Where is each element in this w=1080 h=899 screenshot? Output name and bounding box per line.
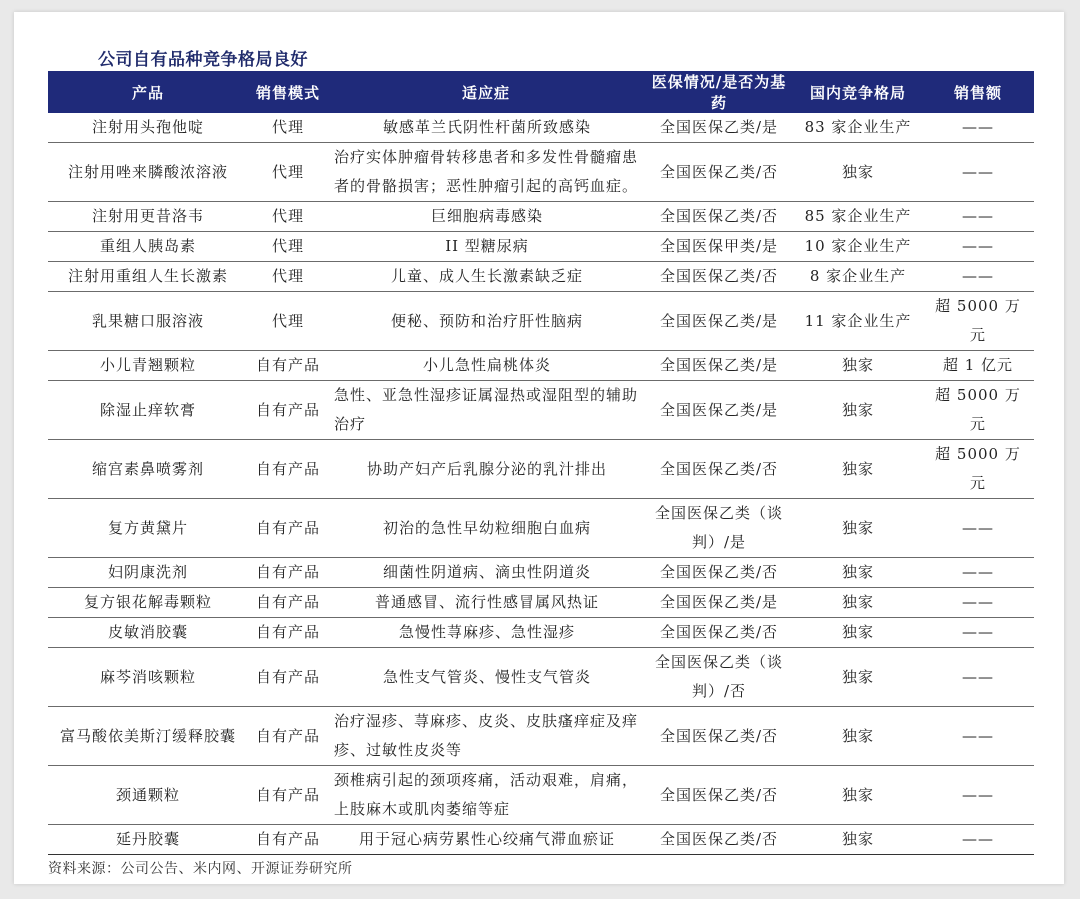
cell-sales-mode: 自有产品: [248, 351, 328, 381]
cell-competition: 8 家企业生产: [794, 262, 922, 292]
cell-product: 复方黄黛片: [48, 499, 248, 558]
table-row: [48, 262, 1034, 292]
cell-indication: 初治的急性早幼粒细胞白血病: [328, 499, 644, 558]
cell-sales: ——: [922, 232, 1034, 262]
cell-insurance: 全国医保乙类/否: [644, 618, 794, 648]
cell-insurance: 全国医保乙类/否: [644, 262, 794, 292]
cell-sales: ——: [922, 202, 1034, 232]
cell-sales: ——: [922, 588, 1034, 618]
cell-sales-mode: 代理: [248, 143, 328, 202]
table-header-row: [48, 71, 1034, 113]
cell-product: 麻芩消咳颗粒: [48, 648, 248, 707]
source-note: 资料来源：公司公告、米内网、开源证券研究所: [48, 861, 353, 877]
cell-insurance: 全国医保乙类/是: [644, 351, 794, 381]
table-row: [48, 588, 1034, 618]
cell-sales: ——: [922, 262, 1034, 292]
table-row: [48, 440, 1034, 499]
cell-sales-mode: 自有产品: [248, 707, 328, 766]
cell-sales-mode: 自有产品: [248, 825, 328, 855]
cell-competition: 独家: [794, 381, 922, 440]
header-sales: 销售额: [922, 71, 1034, 113]
cell-competition: 85 家企业生产: [794, 202, 922, 232]
cell-insurance: 全国医保乙类/否: [644, 766, 794, 825]
cell-insurance: 全国医保乙类/否: [644, 825, 794, 855]
cell-insurance: 全国医保甲类/是: [644, 232, 794, 262]
cell-product: 乳果糖口服溶液: [48, 292, 248, 351]
cell-competition: 独家: [794, 766, 922, 825]
cell-product: 注射用重组人生长激素: [48, 262, 248, 292]
cell-sales: ——: [922, 558, 1034, 588]
cell-product: 重组人胰岛素: [48, 232, 248, 262]
table-row: [48, 618, 1034, 648]
cell-product: 复方银花解毒颗粒: [48, 588, 248, 618]
cell-sales: 超 5000 万元: [922, 381, 1034, 440]
table-row: [48, 648, 1034, 707]
cell-sales: ——: [922, 648, 1034, 707]
competition-table: [48, 71, 1034, 855]
table-row: [48, 202, 1034, 232]
cell-indication: 治疗实体肿瘤骨转移患者和多发性骨髓瘤患者的骨骼损害；恶性肿瘤引起的高钙血症。: [328, 143, 644, 202]
cell-competition: 83 家企业生产: [794, 113, 922, 143]
cell-competition: 独家: [794, 143, 922, 202]
cell-sales-mode: 代理: [248, 292, 328, 351]
cell-sales-mode: 自有产品: [248, 558, 328, 588]
cell-sales: 超 1 亿元: [922, 351, 1034, 381]
table-title: 公司自有品种竞争格局良好: [98, 50, 308, 70]
cell-indication: 细菌性阴道病、滴虫性阴道炎: [328, 558, 644, 588]
cell-insurance: 全国医保乙类/否: [644, 202, 794, 232]
cell-sales: ——: [922, 143, 1034, 202]
table-row: [48, 499, 1034, 558]
cell-sales-mode: 代理: [248, 232, 328, 262]
cell-competition: 11 家企业生产: [794, 292, 922, 351]
cell-sales: ——: [922, 618, 1034, 648]
cell-sales: ——: [922, 707, 1034, 766]
table-row: [48, 381, 1034, 440]
cell-sales-mode: 自有产品: [248, 766, 328, 825]
cell-indication: 用于冠心病劳累性心绞痛气滞血瘀证: [328, 825, 644, 855]
cell-sales-mode: 自有产品: [248, 440, 328, 499]
cell-sales: ——: [922, 825, 1034, 855]
table-row: [48, 292, 1034, 351]
header-product: 产品: [48, 71, 248, 113]
cell-insurance: 全国医保乙类/否: [644, 440, 794, 499]
table-row: [48, 143, 1034, 202]
cell-sales: ——: [922, 113, 1034, 143]
header-competition: 国内竞争格局: [794, 71, 922, 113]
table-row: [48, 558, 1034, 588]
cell-competition: 独家: [794, 499, 922, 558]
cell-sales-mode: 自有产品: [248, 648, 328, 707]
cell-sales: 超 5000 万元: [922, 440, 1034, 499]
cell-indication: 急性支气管炎、慢性支气管炎: [328, 648, 644, 707]
cell-product: 注射用头孢他啶: [48, 113, 248, 143]
header-indication: 适应症: [328, 71, 644, 113]
cell-sales-mode: 代理: [248, 262, 328, 292]
cell-insurance: 全国医保乙类/是: [644, 113, 794, 143]
cell-product: 注射用唑来膦酸浓溶液: [48, 143, 248, 202]
cell-insurance: 全国医保乙类（谈判）/是: [644, 499, 794, 558]
cell-product: 缩宫素鼻喷雾剂: [48, 440, 248, 499]
cell-sales-mode: 自有产品: [248, 499, 328, 558]
cell-product: 小儿青翘颗粒: [48, 351, 248, 381]
cell-indication: 治疗湿疹、荨麻疹、皮炎、皮肤瘙痒症及痒疹、过敏性皮炎等: [328, 707, 644, 766]
cell-competition: 独家: [794, 440, 922, 499]
cell-competition: 独家: [794, 825, 922, 855]
header-insurance: 医保情况/是否为基药: [644, 71, 794, 113]
cell-sales: 超 5000 万元: [922, 292, 1034, 351]
cell-insurance: 全国医保乙类/是: [644, 381, 794, 440]
cell-indication: 巨细胞病毒感染: [328, 202, 644, 232]
cell-sales-mode: 代理: [248, 202, 328, 232]
cell-indication: 普通感冒、流行性感冒属风热证: [328, 588, 644, 618]
cell-competition: 独家: [794, 707, 922, 766]
cell-insurance: 全国医保乙类/否: [644, 707, 794, 766]
cell-sales-mode: 自有产品: [248, 588, 328, 618]
document-page: [14, 12, 1064, 884]
table-row: [48, 707, 1034, 766]
table-row: [48, 766, 1034, 825]
cell-competition: 独家: [794, 588, 922, 618]
cell-insurance: 全国医保乙类/是: [644, 588, 794, 618]
cell-indication: 敏感革兰氏阴性杆菌所致感染: [328, 113, 644, 143]
cell-product: 妇阴康洗剂: [48, 558, 248, 588]
cell-insurance: 全国医保乙类/否: [644, 558, 794, 588]
cell-indication: 小儿急性扁桃体炎: [328, 351, 644, 381]
cell-indication: 儿童、成人生长激素缺乏症: [328, 262, 644, 292]
cell-indication: 急性、亚急性湿疹证属湿热或湿阻型的辅助治疗: [328, 381, 644, 440]
table-row: [48, 113, 1034, 143]
cell-competition: 独家: [794, 618, 922, 648]
header-sales-mode: 销售模式: [248, 71, 328, 113]
cell-product: 富马酸依美斯汀缓释胶囊: [48, 707, 248, 766]
cell-competition: 10 家企业生产: [794, 232, 922, 262]
cell-indication: 便秘、预防和治疗肝性脑病: [328, 292, 644, 351]
cell-insurance: 全国医保乙类/是: [644, 292, 794, 351]
cell-sales: ——: [922, 766, 1034, 825]
cell-indication: II 型糖尿病: [328, 232, 644, 262]
cell-sales: ——: [922, 499, 1034, 558]
cell-product: 皮敏消胶囊: [48, 618, 248, 648]
cell-competition: 独家: [794, 351, 922, 381]
cell-sales-mode: 代理: [248, 113, 328, 143]
table-row: [48, 232, 1034, 262]
cell-insurance: 全国医保乙类/否: [644, 143, 794, 202]
cell-competition: 独家: [794, 648, 922, 707]
table-row: [48, 351, 1034, 381]
cell-indication: 协助产妇产后乳腺分泌的乳汁排出: [328, 440, 644, 499]
cell-sales-mode: 自有产品: [248, 381, 328, 440]
cell-indication: 颈椎病引起的颈项疼痛，活动艰难，肩痛，上肢麻木或肌肉萎缩等症: [328, 766, 644, 825]
cell-product: 延丹胶囊: [48, 825, 248, 855]
cell-indication: 急慢性荨麻疹、急性湿疹: [328, 618, 644, 648]
cell-sales-mode: 自有产品: [248, 618, 328, 648]
cell-insurance: 全国医保乙类（谈判）/否: [644, 648, 794, 707]
table-row: [48, 825, 1034, 855]
cell-product: 颈通颗粒: [48, 766, 248, 825]
cell-competition: 独家: [794, 558, 922, 588]
cell-product: 注射用更昔洛韦: [48, 202, 248, 232]
cell-product: 除湿止痒软膏: [48, 381, 248, 440]
